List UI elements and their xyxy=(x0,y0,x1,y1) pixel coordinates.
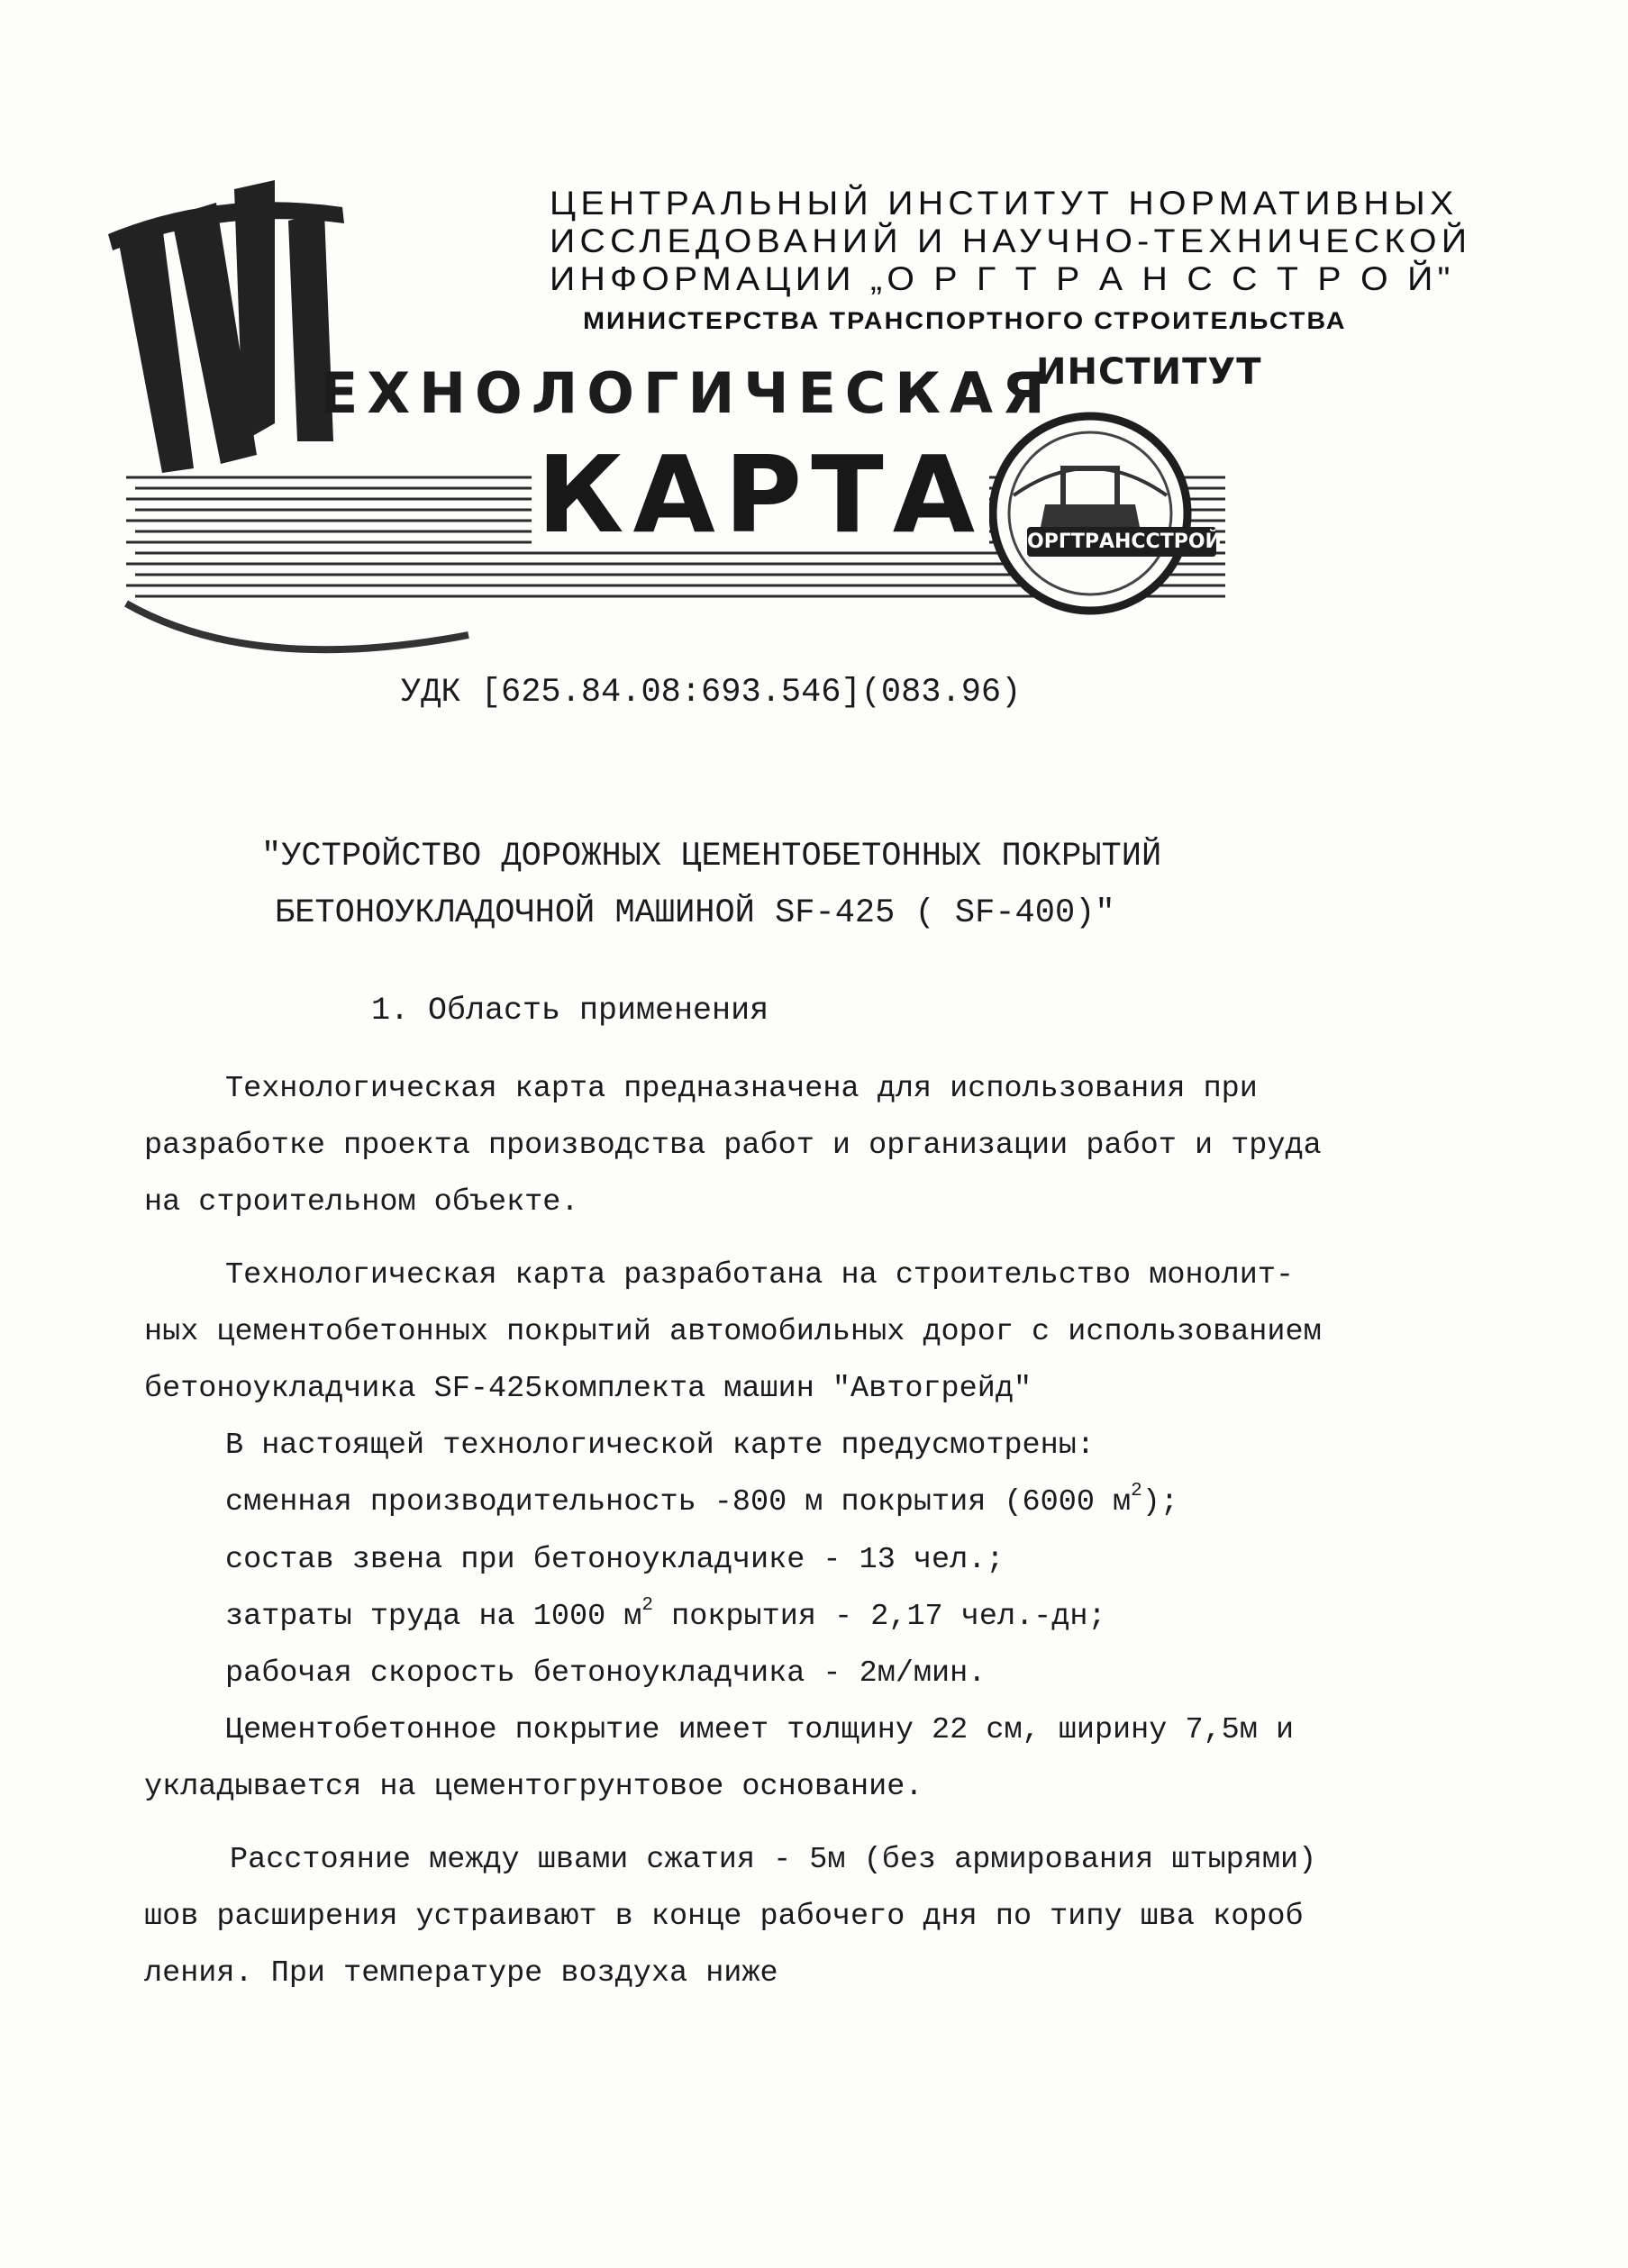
paragraph-line: Цементобетонное покрытие имеет толщину 22 см, ширину 7,5м и xyxy=(225,1713,1295,1748)
paragraph-line: Технологическая карта разработана на строительство монолит- xyxy=(225,1257,1295,1293)
emblem-seal xyxy=(993,416,1187,611)
paragraph-line: разработке проекта производства работ и организации работ и труда xyxy=(144,1129,1322,1164)
list-item: состав звена при бетоноукладчике - 13 чел.; xyxy=(225,1542,1005,1577)
paragraph-line: бетоноукладчика SF-425комплекта машин "Автогрейд" xyxy=(144,1372,1032,1407)
paragraph-line: укладывается на цементогрунтовое основание. xyxy=(144,1770,923,1805)
logo-initial-letter xyxy=(108,180,344,473)
paragraph-line: В настоящей технологической карте предусмотрены: xyxy=(225,1429,1095,1464)
emblem-bottom-text: ОРГТРАНССТРОЙ xyxy=(1027,527,1216,557)
emblem-top-text: ИНСТИТУТ xyxy=(1036,351,1262,393)
list-item: затраты труда на 1000 $м^2$ покрытия - 2,17 чел.-дн; xyxy=(225,1594,1106,1634)
paragraph-line: шов расширения устраивают в конце рабочего дня по типу шва короб xyxy=(144,1899,1304,1934)
title-line: "УСТРОЙСТВО ДОРОЖНЫХ ЦЕМЕНТОБЕТОННЫХ ПОКРЫТИЙ xyxy=(261,838,1162,875)
paragraph-line: на строительном объекте. xyxy=(144,1185,579,1220)
swoosh-decoration xyxy=(126,603,468,649)
document-title xyxy=(261,829,1161,942)
doc-type-word-2: КАРТА xyxy=(532,441,989,548)
title-line: БЕТОНОУКЛАДОЧНОЙ МАШИНОЙ SF-425 ( SF-400)" xyxy=(275,894,1115,932)
section-heading: 1. Область применения xyxy=(371,993,769,1029)
paragraph-line: ления. При температуре воздуха ниже xyxy=(144,1956,778,1991)
list-item: рабочая скорость бетоноукладчика - 2м/мин. xyxy=(225,1656,987,1692)
institute-line: ЦЕНТРАЛЬНЫЙ ИНСТИТУТ НОРМАТИВНЫХ xyxy=(550,185,1459,222)
ministry-line: МИНИСТЕРСТВА ТРАНСПОРТНОГО СТРОИТЕЛЬСТВА xyxy=(583,307,1347,334)
paragraph-line: Технологическая карта предназначена для использования при xyxy=(225,1072,1258,1106)
institute-line: ИССЛЕДОВАНИЙ И НАУЧНО-ТЕХНИЧЕСКОЙ xyxy=(550,222,1472,259)
list-item: сменная производительность -800 м покрытия (6000 $м^2$); xyxy=(225,1481,1178,1520)
paragraph-line: ных цементобетонных покрытий автомобильных дорог с использованием xyxy=(144,1314,1322,1349)
udk-code: УДК [625.84.08:693.546](083.96) xyxy=(401,674,1022,712)
doc-type-word-1: ЕХНОЛОГИЧЕСКАЯ xyxy=(320,360,1054,426)
paragraph-line: Расстояние между швами сжатия - 5м (без армирования штырями) xyxy=(230,1842,1317,1877)
body-text xyxy=(144,1061,1322,2002)
institute-name-block xyxy=(550,185,1471,340)
institute-line: ИНФОРМАЦИИ „О Р Г Т Р А Н С С Т Р О Й" xyxy=(550,260,1455,297)
